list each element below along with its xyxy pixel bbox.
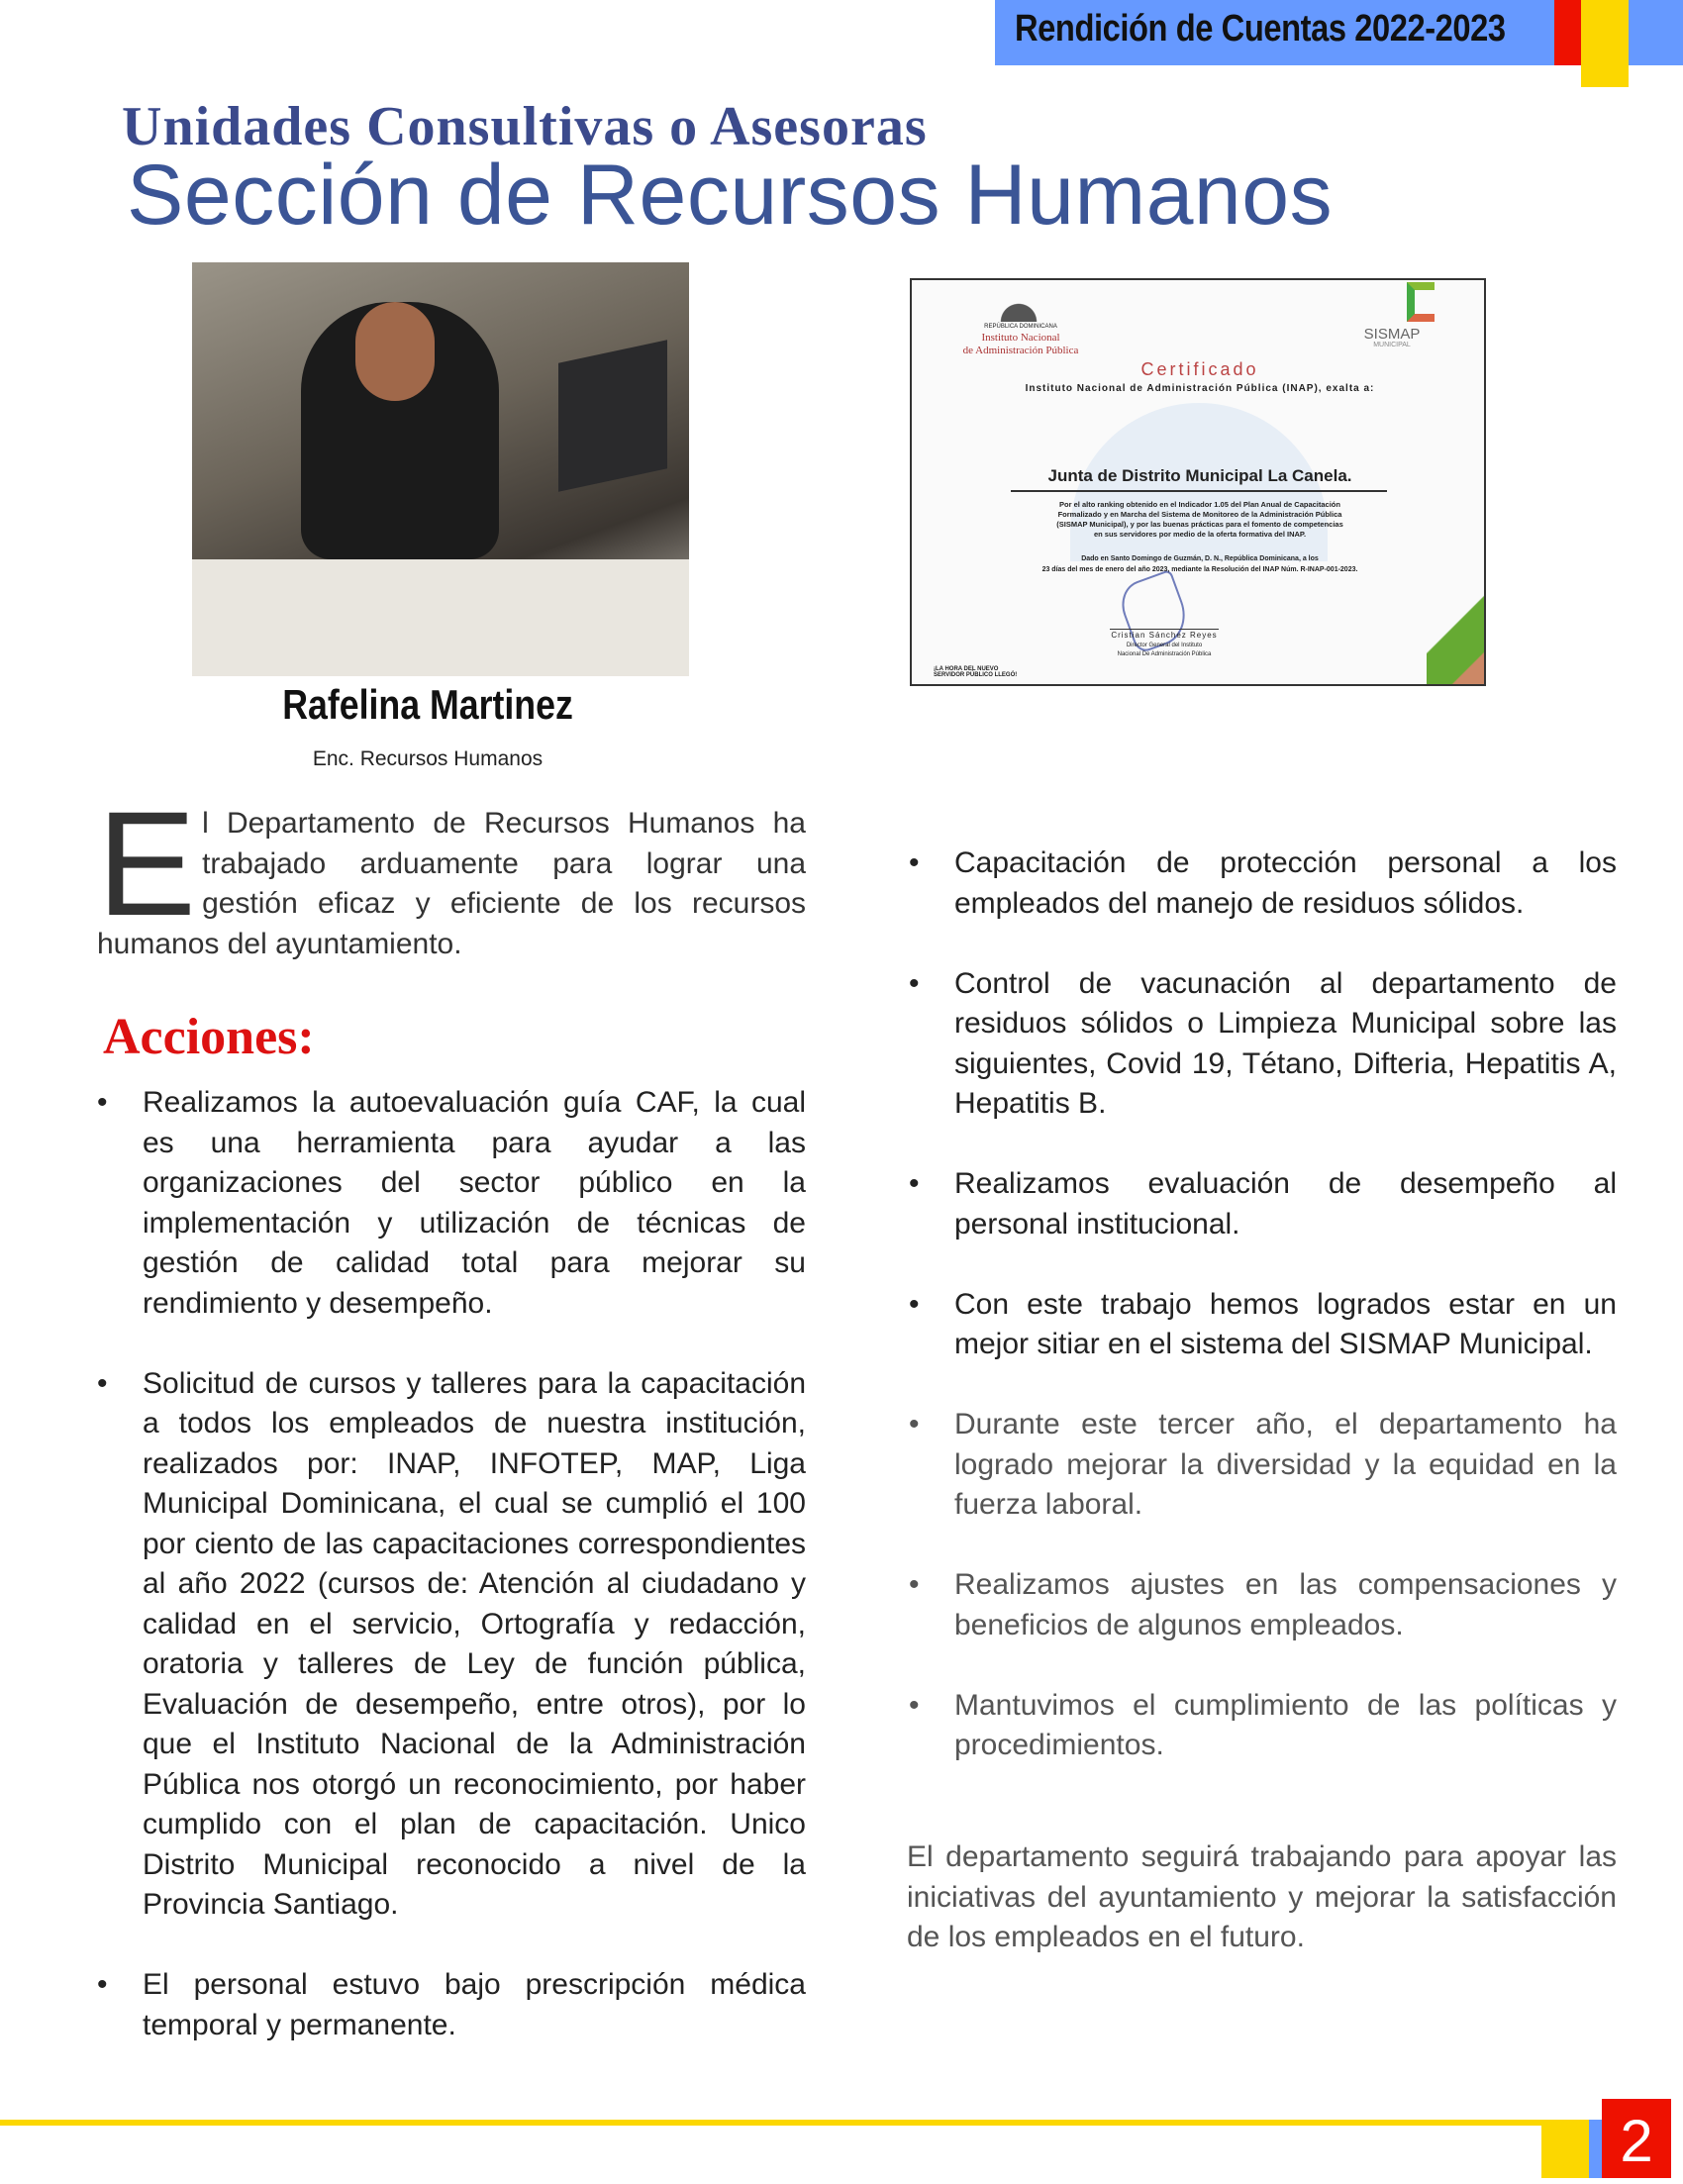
cert-given: Dado en Santo Domingo de Guzmán, D. N., República Dominicana, a los 23 días del mes de enero del año 2023, mediante la Resolución del INAP Núm. R-INAP-001-2023. [1041,555,1358,573]
cert-slogan: ¡LA HORA DEL NUEVO SERVIDOR PÚBLICO LLEGÓ! [934,666,1018,678]
cert-underline [1011,490,1387,492]
profile-name: Rafelina Martinez [282,681,573,728]
section-subtitle: Sección de Recursos Humanos [127,148,1334,243]
drop-cap: E [97,780,197,946]
list-item: • Realizamos la autoevaluación guía CAF, la cual es una herramienta para ayudar a las organizaciones del sector público en la implementación y utilización de técnicas de gestión de calidad total para mejorar su rendimiento y desempeño. [97,1083,806,1324]
cert-logo-sub: MUNICIPAL [1373,342,1411,348]
closing-paragraph: El departamento seguirá trabajando para apoyar las iniciativas del ayuntamiento y mejorar la satisfacción de los empleados en el futuro. [907,1840,1617,1953]
right-bullet-list [909,844,1617,1806]
cert-decor [1427,577,1486,686]
list-item: • Realizamos ajustes en las compensaciones y beneficios de algunos empleados. [909,1565,1617,1645]
cert-body: Por el alto ranking obtenido en el Indicador 1.05 del Plan Anual de Capacitación Formalizado y en Marcha del Sistema de Monitoreo de la Administración Pública (SISMAP Municipal), y por las buenas prácticas para el fomento de competencias en sus servidores por medio de la oferta formativa del INAP. [1056,500,1343,539]
cert-org-1: Instituto Nacional [981,332,1060,344]
list-item: • Durante este tercer año, el departamento ha logrado mejorar la diversidad y la equidad en la fuerza laboral. [909,1405,1617,1526]
cert-recipient: Junta de Distrito Municipal La Canela. [1047,466,1352,485]
signature-line [1110,629,1219,630]
header-title: Rendición de Cuentas 2022-2023 [1015,8,1506,50]
intro-paragraph [97,780,806,964]
profile-photo [192,262,689,676]
footer-yellow-accent [1541,2120,1589,2178]
section-title: Unidades Consultivas o Asesoras [122,96,928,157]
sismap-logo-icon [1407,282,1435,322]
list-item: • Realizamos evaluación de desempeño al personal institucional. [909,1164,1617,1244]
list-item: • Con este trabajo hemos logrados estar en un mejor sitiar en el sistema del SISMAP Municipal. [909,1285,1617,1365]
footer-line [0,2120,1544,2126]
left-bullet-list [97,1083,806,2086]
list-item: • Solicitud de cursos y talleres para la capacitación a todos los empleados de nuestra institución, realizados por: INAP, INFOTEP, MAP, Liga Municipal Dominicana, el cual se cumplió el 100 por ciento de las capacitaciones correspondientes al año 2022 (cursos de: Atención al ciudadano y calidad en el servicio, Ortografía y redacción, oratoria y talleres de Ley de función pública, Evaluación de desempeño, entre otros), por lo que el Instituto Nacional de la Administración Pública nos otorgó un reconocimiento, por haber cumplido con el plan de capacitación. Unico Distrito Municipal reconocido a nivel de la Provincia Santiago. [97,1364,806,1926]
list-item: • Mantuvimos el cumplimiento de las políticas y procedimientos. [909,1686,1617,1766]
profile-role: Enc. Recursos Humanos [312,747,544,770]
cert-signer-title-2: Nacional De Administración Pública [1117,651,1212,657]
cert-org-2: de Administración Pública [962,345,1079,356]
cert-signer: Cristian Sánchez Reyes [1111,631,1218,640]
cert-country: REPÚBLICA DOMINICANA [984,324,1057,330]
list-item: • Capacitación de protección personal a los empleados del manejo de residuos sólidos. [909,844,1617,924]
header-yellow-accent [1581,0,1629,87]
certificate-image [910,278,1486,686]
cert-exalta: Instituto Nacional de Administración Pública (INAP), exalta a: [1025,383,1375,394]
footer-blue-accent [1589,2120,1602,2178]
cert-signer-title-1: Director General del Instituto [1126,643,1203,648]
cert-logo: SISMAP [1363,326,1421,343]
header-red-accent [1554,0,1582,65]
intro-text: l Departamento de Recursos Humanos ha trabajado arduamente para lograr una gestión eficaz y eficiente de los recursos humanos del ayuntamiento. [97,807,806,960]
page-number: 2 [1602,2099,1671,2178]
dome-logo-icon [999,288,1039,322]
list-item: • Control de vacunación al departamento de residuos sólidos o Limpieza Municipal sobre las siguientes, Covid 19, Tétano, Difteria, Hepatitis A, Hepatitis B. [909,964,1617,1125]
cert-title: Certificado [1140,359,1259,379]
list-item: • El personal estuvo bajo prescripción médica temporal y permanente. [97,1965,806,2045]
actions-heading: Acciones: [103,1009,315,1065]
